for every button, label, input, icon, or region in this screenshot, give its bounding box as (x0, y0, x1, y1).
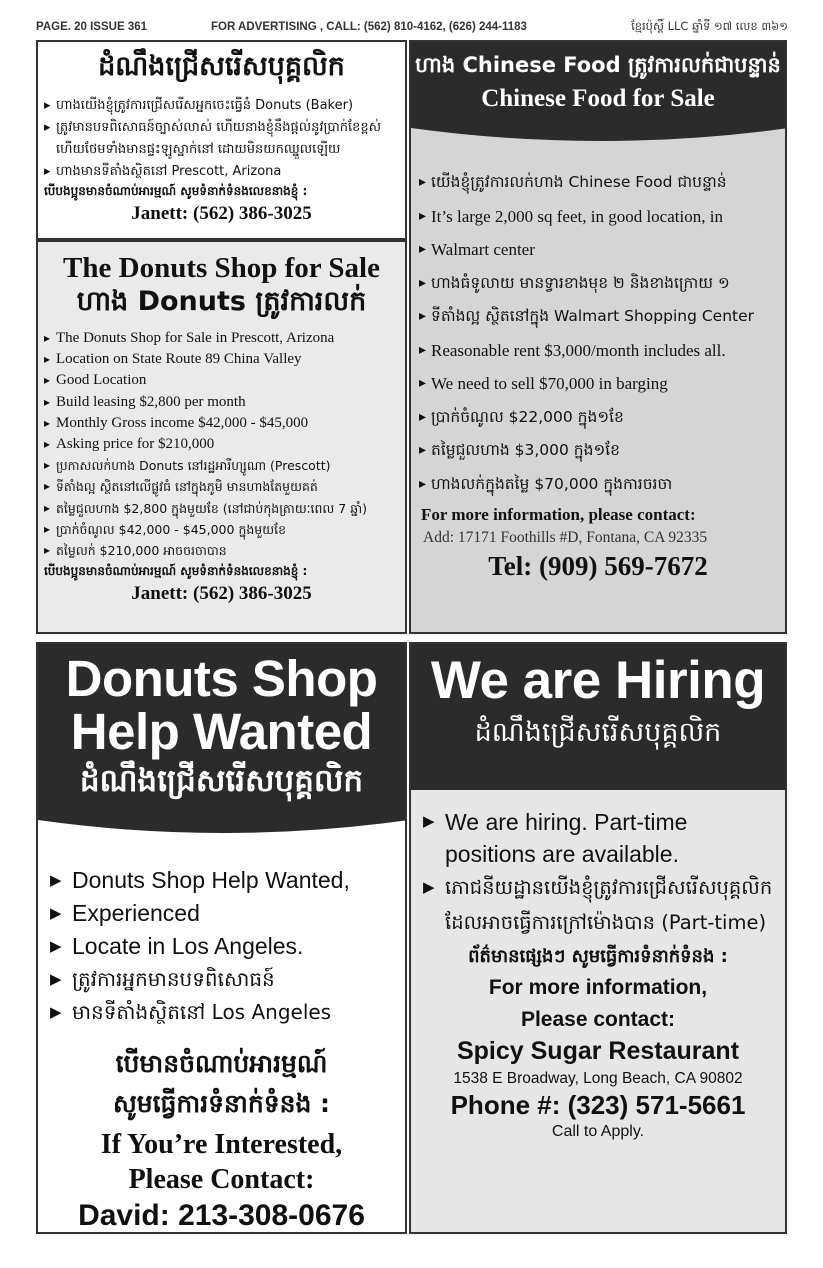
interested-line1: If You’re Interested, (100, 1129, 343, 1160)
contact-label: បើបងប្អូនមានចំណាប់អារម្មណ៍ សូមទំនាក់ទំនងលេខនាងខ្ញុំ : (44, 184, 308, 198)
contact-label: បើបងប្អូនមានចំណាប់អារម្មណ៍ សូមទំនាក់ទំនងលេខនាងខ្ញុំ : (44, 564, 308, 579)
list-item: ▸ Location on State Route 89 China Valley (44, 349, 401, 370)
ad-chinese-food-sale (409, 40, 787, 634)
ad-list (38, 324, 405, 561)
advertising-contact: FOR ADVERTISING , CALL: (562) 810-4162, (626) 244-1183 (211, 21, 527, 33)
list-item: ▸ តម្លៃជួលហាង $3,000 ក្នុង១ខែ (419, 434, 779, 468)
list-item: ▶ Locate in Los Angeles. (50, 930, 401, 963)
contact-phone: Janett: (562) 386-3025 (131, 203, 312, 224)
ad-title: The Donuts Shop for Sale (63, 252, 380, 284)
ad-banner (411, 644, 785, 790)
list-item: ▸ ប្រាក់ចំណូល $42,000 - $45,000 ក្នុងមួយខែ (44, 519, 401, 540)
list-item: ▸ ហាងយើងខ្ញុំត្រូវការជ្រើសរើសអ្នកចេះធ្វើនំ Donuts (Baker) (44, 95, 399, 117)
list-item: ▸ តម្លៃលក់ $210,000 អាចចរចាបាន (44, 540, 401, 561)
ad-we-are-hiring (409, 642, 787, 1234)
ad-baker-hiring (36, 40, 407, 240)
contact-label-kh-1: បើមានចំណាប់អារម្មណ៍ (115, 1049, 328, 1078)
ad-banner (411, 42, 785, 148)
ad-list (411, 790, 785, 940)
ad-list (38, 844, 405, 1029)
list-item: ▸ The Donuts Shop for Sale in Prescott, Arizona (44, 328, 401, 349)
list-item: ▸ ត្រូវមានបទពិសោធន៍ច្បាស់លាស់ ហើយនាងខ្ញុំនឹងផ្ដល់នូវប្រាក់ខែខ្ពស់ ហើយថែមទាំងមានផ្ទះឡូស្នាក់នៅ ដោយមិនយកឈ្នួលឡើយ (44, 117, 399, 161)
list-item-continued: ▸ Walmart center (419, 233, 779, 267)
list-item: ▶ Donuts Shop Help Wanted, (50, 864, 401, 897)
page-header (36, 17, 788, 37)
restaurant-name: Spicy Sugar Restaurant (456, 1037, 740, 1065)
ad-subtitle: ហាង Donuts ត្រូវការលក់ (76, 286, 367, 317)
list-item: ▶ មានទីតាំងស្ថិតនៅ Los Angeles (50, 996, 401, 1029)
list-item: ▶ Experienced (50, 897, 401, 930)
list-item: ▸ ទីតាំងល្អ ស្ថិតនៅក្នុង Walmart Shopping Center (419, 300, 779, 334)
list-item: ▸ ទីតាំងល្អ ស្ថិតនៅលើផ្លូវធំ នៅក្នុងភូមិ មានហាងតែមួយគត់ (44, 476, 401, 497)
list-item: ▸ Monthly Gross income $42,000 - $45,000 (44, 413, 401, 434)
contact-phone: Janett: (562) 386-3025 (131, 583, 312, 605)
ad-banner (38, 644, 405, 844)
ad-subtitle: Chinese Food for Sale (481, 85, 715, 112)
ad-list (38, 89, 405, 183)
contact-phone: Tel: (909) 569-7672 (488, 551, 708, 581)
list-item: ▸ ហាងលក់ក្នុងតម្លៃ $70,000 ក្នុងការចរចា (419, 468, 779, 502)
list-item: ▸ It’s large 2,000 sq feet, in good location, in (419, 200, 779, 234)
contact-phone: David: 213-308-0676 (78, 1199, 365, 1232)
more-info-line1: For more information, (488, 976, 708, 999)
list-item: ▸ តម្លៃជួលហាង $2,800 ក្នុងមួយខែ (នៅជាប់កុងត្រាយៈពេល 7 ឆ្នាំ) (44, 498, 401, 519)
list-item: ▸ យើងខ្ញុំត្រូវការលក់ហាង Chinese Food ជាបន្ទាន់ (419, 166, 779, 200)
contact-label-kh: ព័ត៌មានផ្សេងៗ សូមធ្វើការទំនាក់ទំនង : (468, 946, 728, 967)
list-item: ▸ ប្រាក់ចំណូល $22,000 ក្នុង១ខែ (419, 401, 779, 435)
page-issue: PAGE. 20 ISSUE 361 (36, 21, 148, 33)
ad-subtitle: ដំណឹងជ្រើសរើសបុគ្គលិក (79, 763, 364, 799)
publisher-info: ខ្មែរប៉ុស្ដិ៍ LLC ឆ្នាំទី ១៧ លេខ ៣៦១ (631, 18, 788, 33)
contact-address: Add: 17171 Foothills #D, Fontana, CA 92335 (423, 529, 708, 546)
ad-list (411, 148, 785, 501)
ad-title: We are Hiring (430, 651, 766, 710)
interested-line2: Please Contact: (128, 1164, 315, 1195)
list-item: ▸ Good Location (44, 370, 401, 391)
ad-donuts-shop-sale (36, 240, 407, 634)
ad-title: ហាង Chinese Food ត្រូវការលក់ជាបន្ទាន់ (415, 53, 781, 77)
list-item: ▸ Asking price for $210,000 (44, 434, 401, 455)
list-item: ▸ ប្រកាសលក់ហាង Donuts នៅរដ្ឋអារីហ្សូណា (Prescott) (44, 455, 401, 476)
ad-subtitle: ដំណឹងជ្រើសរើសបុគ្គលិក (474, 717, 722, 748)
list-item: ▸ We need to sell $70,000 in barging (419, 367, 779, 401)
ad-title-line2: Help Wanted (70, 703, 373, 760)
more-info-line2: Please contact: (520, 1008, 676, 1031)
list-item: ▸ ហាងមានទីតាំងស្ថិតនៅ Prescott, Arizona (44, 161, 399, 183)
ad-title-line1: Donuts Shop (65, 650, 378, 707)
contact-phone: Phone #: (323) 571-5661 (450, 1090, 746, 1120)
list-item: ▸ Build leasing $2,800 per month (44, 392, 401, 413)
call-to-apply: Call to Apply. (551, 1123, 645, 1140)
contact-label: For more information, please contact: (421, 505, 696, 524)
list-item: ▸ ហាងធំទូលាយ មានទ្វារខាងមុខ ២ និងខាងក្រោយ ១ (419, 267, 779, 301)
list-item: ▶ We are hiring. Part-time positions are available. (423, 806, 779, 870)
ad-donuts-help-wanted (36, 642, 407, 1234)
ad-title: ដំណឹងជ្រើសរើសបុគ្គលិក (98, 51, 345, 82)
list-item: ▸ Reasonable rent $3,000/month includes all. (419, 334, 779, 368)
list-item: ▶ ត្រូវការអ្នកមានបទពិសោធន៍ (50, 963, 401, 996)
list-item: ▶ ភោជនីយដ្ឋានយើងខ្ញុំត្រូវការជ្រើសរើសបុគ្គលិកដែលអាចធ្វើការក្រៅម៉ោងបាន (Part-time) (423, 870, 779, 940)
contact-address: 1538 E Broadway, Long Beach, CA 90802 (453, 1070, 743, 1087)
contact-label-kh-2: សូមធ្វើការទំនាក់ទំនង : (112, 1089, 331, 1118)
